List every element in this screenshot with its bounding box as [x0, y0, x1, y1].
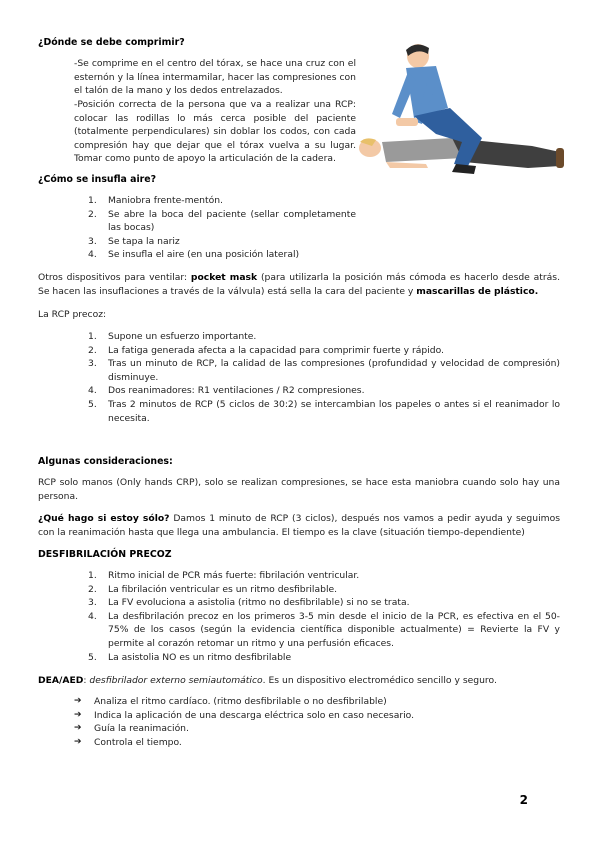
- paragraph-only-hands: RCP solo manos (Only hands CRP), solo se realizan compresiones, se hace esta maniobra cuando solo hay una persona.: [38, 477, 560, 502]
- list-aed-functions: [74, 695, 560, 749]
- early-rcp-intro: La RCP precoz:: [38, 309, 107, 320]
- list-item: ➔ Controla el tiempo.: [74, 736, 182, 748]
- list-item: 3. Se tapa la nariz: [88, 235, 180, 247]
- list-item: 1. Supone un esfuerzo importante.: [88, 331, 257, 342]
- list-item: 2. La fibrilación ventricular es un ritmo desfibrilable.: [88, 583, 338, 595]
- list-item: 1. Ritmo inicial de PCR más fuerte: fibrilación ventricular.: [88, 570, 360, 581]
- alone-question: ¿Qué hago si estoy sólo?: [38, 513, 170, 524]
- list-item: 2. La fatiga generada afecta a la capacidad para comprimir fuerte y rápido.: [88, 344, 444, 356]
- list-item: ➔ Guía la reanimación.: [74, 723, 189, 735]
- list-item: 1. Maniobra frente-mentón.: [88, 195, 223, 206]
- aed-label: DEA/AED: [38, 675, 84, 686]
- list-item: 4. La desfibrilación precoz en los primeros 3-5 min desde el inicio de la PCR, es efectiva en el 50-75% de los casos (según la evidencia científica disponible actualmente) = Revierte la FV y permite al corazón retomar un ritmo y una perfusión eficaces.: [88, 610, 560, 649]
- page-number: 2: [519, 793, 528, 807]
- heading-considerations: Algunas consideraciones:: [38, 456, 173, 467]
- paragraph-compress-location: -Se comprime en el centro del tórax, se hace una cruz con el esternón y la línea intermamilar, hacer las compresiones con el talón de la mano y los dedos entrelazados.: [74, 58, 356, 97]
- list-item: ➔ Indica la aplicación de una descarga eléctrica solo en caso necesario.: [74, 709, 415, 721]
- aed-definition: desfibrilador externo semiautomático: [89, 675, 263, 686]
- list-item: 2. Se abre la boca del paciente (sellar completamente las bocas): [88, 208, 356, 234]
- list-early-rcp: [88, 330, 560, 425]
- paragraph-ventilation-devices: Otros dispositivos para ventilar: pocket mask (para utilizarla la posición más cómoda es hacerlo desde atrás. Se hacen las insuflaciones a través de la válvula) está sella la cara del paciente y mascarillas de plástico.: [38, 272, 561, 297]
- heading-where-compress: ¿Dónde se debe comprimir?: [38, 37, 185, 48]
- list-item: ➔ Analiza el ritmo cardíaco. (ritmo desfibrilable o no desfibrilable): [74, 696, 387, 707]
- list-item: 4. Se insufla el aire (en una posición lateral): [88, 249, 300, 261]
- pocket-mask-term: pocket mask: [190, 272, 258, 283]
- list-item: 3. La FV evoluciona a asistolia (ritmo no desfibrilable) si no se trata.: [88, 597, 410, 609]
- list-defibrillation: [88, 569, 560, 664]
- list-item: 3. Tras un minuto de RCP, la calidad de las compresiones (profundidad y velocidad de compresión) disminuye.: [88, 358, 560, 383]
- paragraph-rescuer-position: -Posición correcta de la persona que va a realizar una RCP: colocar las rodillas lo más cerca posible del paciente (totalmente perpendiculares) sin doblar los codos, con cada compresión hay que dejar que el tórax vuelva a su lugar. Tomar como punto de apoyo la articulación de la cadera.: [74, 99, 356, 165]
- arrow-icon: ➔: [74, 696, 82, 706]
- arrow-icon: ➔: [74, 723, 82, 734]
- list-item: 5. Tras 2 minutos de RCP (5 ciclos de 30:2) se intercambian los papeles o antes si el reanimador lo necesita.: [88, 398, 560, 424]
- arrow-icon: ➔: [74, 736, 82, 747]
- plastic-masks-term: mascarillas de plástico.: [416, 285, 539, 297]
- paragraph-alone: ¿Qué hago si estoy sólo? Damos 1 minuto de RCP (3 ciclos), después nos vamos a pedir ayuda y seguimos con la reanimación hasta que llega una ambulancia. El tiempo es la clave (situación tiempo-dependiente): [38, 513, 560, 538]
- paragraph-aed: DEA/AED: desfibrilador externo semiautomático. Es un dispositivo electromédico sencillo y seguro.: [38, 675, 497, 686]
- list-item: 4. Dos reanimadores: R1 ventilaciones / R2 compresiones.: [88, 385, 365, 397]
- arrow-icon: ➔: [74, 709, 82, 720]
- cpr-illustration: [356, 38, 568, 218]
- list-insufflate-steps: [88, 194, 356, 262]
- heading-how-insufflate: ¿Cómo se insufla aire?: [38, 174, 157, 185]
- list-item: 5. La asistolia NO es un ritmo desfibrilable: [88, 651, 292, 663]
- heading-early-defibrillation: DESFIBRILACIÓN PRECOZ: [38, 549, 172, 560]
